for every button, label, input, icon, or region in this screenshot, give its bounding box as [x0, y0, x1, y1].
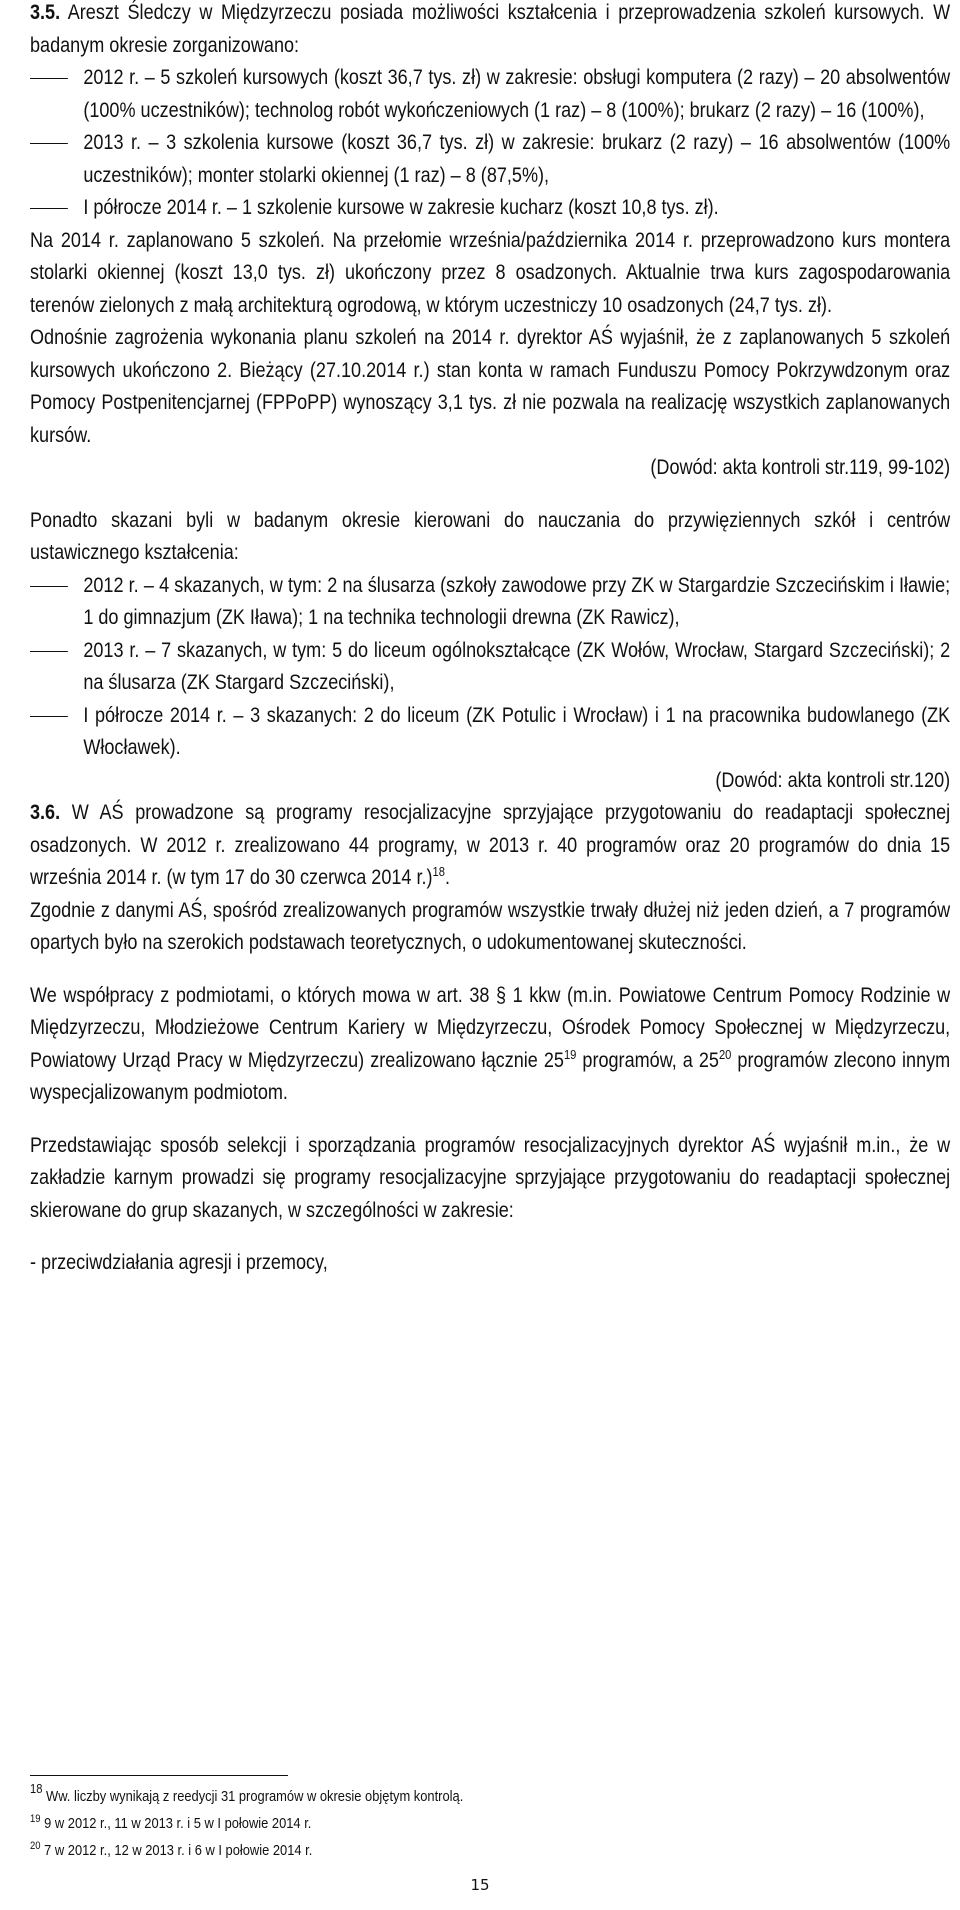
list-item — [30, 192, 950, 225]
list-item — [30, 700, 950, 765]
footnote-ref[interactable]: 20 — [718, 1046, 732, 1062]
list-item — [30, 570, 950, 635]
list-item-text: I półrocze 2014 r. – 3 skazanych: 2 do liceum (ZK Potulic i Wrocław) i 1 na pracownika budowlanego (ZK Włocławek). — [83, 703, 951, 759]
footnote — [30, 1810, 804, 1837]
paragraph: Na 2014 r. zaplanowano 5 szkoleń. Na przełomie września/października 2014 r. przeprowadzono kurs montera stolarki okiennej (koszt 13,0 tys. zł) ukończony przez 8 osadzonych. Aktualnie trwa kurs zagospodarowania terenów zielonych z małą architekturą ogrodową, w którym uczestniczy 10 osadzonych (24,7 tys. zł). — [30, 228, 951, 317]
paragraph: - przeciwdziałania agresji i przemocy, — [30, 1251, 328, 1274]
main-text — [30, 0, 950, 1280]
footnote — [30, 1783, 804, 1810]
footnote-mark: 20 — [30, 1840, 41, 1852]
paragraph — [30, 980, 950, 1110]
paragraph-text: We współpracy z podmiotami, o których mowa w art. 38 § 1 kkw (m.in. Powiatowe Centrum Pomocy Rodzinie w Międzyrzeczu, Młodzieżowe Centrum Kariery w Międzyrzeczu, Ośrodek Pomocy Społecznej w Międzyrzeczu, Powiatowy Urząd Pracy w Międzyrzeczu) zrealizowano łącznie 25 — [30, 983, 951, 1072]
footnote-ref[interactable]: 19 — [563, 1046, 577, 1062]
paragraph-text: W AŚ prowadzone są programy resocjalizacyjne sprzyjające przygotowaniu do readaptacji społecznej osadzonych. W 2012 r. zrealizowano 44 programy, w 2013 r. 40 programów oraz 20 programów do dnia 15 września 2014 r. (w tym 17 do 30 czerwca 2014 r.) — [30, 801, 951, 889]
paragraph-text: programów, a 25 — [576, 1048, 719, 1072]
section-number: 3.5. — [30, 1, 61, 24]
paragraph-text: Areszt Śledczy w Międzyrzeczu posiada możliwości kształcenia i przeprowadzenia szkoleń kursowych. W badanym okresie zorganizowano: — [30, 1, 951, 57]
paragraph-text: programów zlecono innym wyspecjalizowanym podmiotom. — [30, 1048, 951, 1104]
dash-bullet-icon — [30, 586, 68, 587]
paragraph: Ponadto skazani byli w badanym okresie kierowani do nauczania do przywięziennych szkół i centrów ustawicznego kształcenia: — [30, 508, 951, 564]
list-item-text: I półrocze 2014 r. – 1 szkolenie kursowe w zakresie kucharz (koszt 10,8 tys. zł). — [83, 196, 719, 219]
section-number: 3.6. — [30, 801, 61, 824]
footnote — [30, 1837, 804, 1864]
paragraph: Odnośnie zagrożenia wykonania planu szkoleń na 2014 r. dyrektor AŚ wyjaśnił, że z zaplanowanych 5 szkoleń kursowych ukończono 2. Bieżący (27.10.2014 r.) stan konta w ramach Funduszu Pomocy Pokrzywdzonym oraz Pomocy Postpenitencjarnej (FPPoPP) wynoszący 3,1 tys. zł nie pozwala na realizację wszystkich zaplanowanych kursów. — [30, 326, 951, 447]
section-3-6-intro — [30, 797, 950, 895]
dash-bullet-icon — [30, 651, 68, 652]
list-item — [30, 127, 950, 192]
footnote-text: Ww. liczby wynikają z reedycji 31 programów w okresie objętym kontrolą. — [42, 1788, 464, 1805]
list-item — [30, 62, 950, 127]
footnote-separator — [30, 1775, 288, 1776]
list-item-text: 2012 r. – 5 szkoleń kursowych (koszt 36,7 tys. zł) w zakresie: obsługi komputera (2 razy) – 20 absolwentów (100% uczestników); technolog robót wykończeniowych (1 raz) – 8 (100%); brukarz (2 razy) – 16 (100%), — [83, 66, 951, 122]
footnote-mark: 18 — [30, 1781, 43, 1796]
footnotes — [30, 1783, 804, 1864]
section-3-5-intro — [30, 0, 950, 62]
list-item-text: 2012 r. – 4 skazanych, w tym: 2 na ślusarza (szkoły zawodowe przy ZK w Stargardzie Szczecińskim i Iławie; 1 do gimnazjum (ZK Iława); 1 na technika technologii drewna (ZK Rawicz), — [83, 573, 951, 629]
punctuation: . — [444, 866, 451, 889]
footnote-mark: 19 — [30, 1813, 41, 1825]
paragraph: Przedstawiając sposób selekcji i sporządzania programów resocjalizacyjnych dyrektor AŚ wyjaśnił m.in., że w zakładzie karnym prowadzi się programy resocjalizacyjne sprzyjające przygotowaniu do readaptacji społecznej skierowane do grup skazanych, w szczególności w zakresie: — [30, 1133, 951, 1222]
footnote-ref[interactable]: 18 — [432, 864, 445, 879]
list-item-text: 2013 r. – 7 skazanych, w tym: 5 do liceum ogólnokształcące (ZK Wołów, Wrocław, Stargard Szczeciński); 2 na ślusarza (ZK Stargard Szczeciński), — [83, 638, 951, 694]
dash-bullet-icon — [30, 716, 68, 717]
dash-bullet-icon — [30, 208, 68, 209]
footnote-text: 7 w 2012 r., 12 w 2013 r. i 6 w I połowie 2014 r. — [40, 1842, 313, 1859]
dash-bullet-icon — [30, 143, 68, 144]
evidence-reference: (Dowód: akta kontroli str.119, 99-102) — [650, 456, 951, 479]
list-item — [30, 635, 950, 700]
paragraph: Zgodnie z danymi AŚ, spośród zrealizowanych programów wszystkie trwały dłużej niż jeden dzień, a 7 programów opartych było na szerokich podstawach teoretycznych, o udokumentowanej skuteczności. — [30, 898, 951, 954]
evidence-reference: (Dowód: akta kontroli str.120) — [715, 768, 951, 792]
page-number: 15 — [470, 1876, 490, 1894]
list-item-text: 2013 r. – 3 szkolenia kursowe (koszt 36,7 tys. zł) w zakresie: brukarz (2 razy) – 16 absolwentów (100% uczestników); monter stolarki okiennej (1 raz) – 8 (87,5%), — [83, 131, 951, 187]
dash-bullet-icon — [30, 78, 68, 79]
footnote-text: 9 w 2012 r., 11 w 2013 r. i 5 w I połowie 2014 r. — [40, 1815, 312, 1832]
